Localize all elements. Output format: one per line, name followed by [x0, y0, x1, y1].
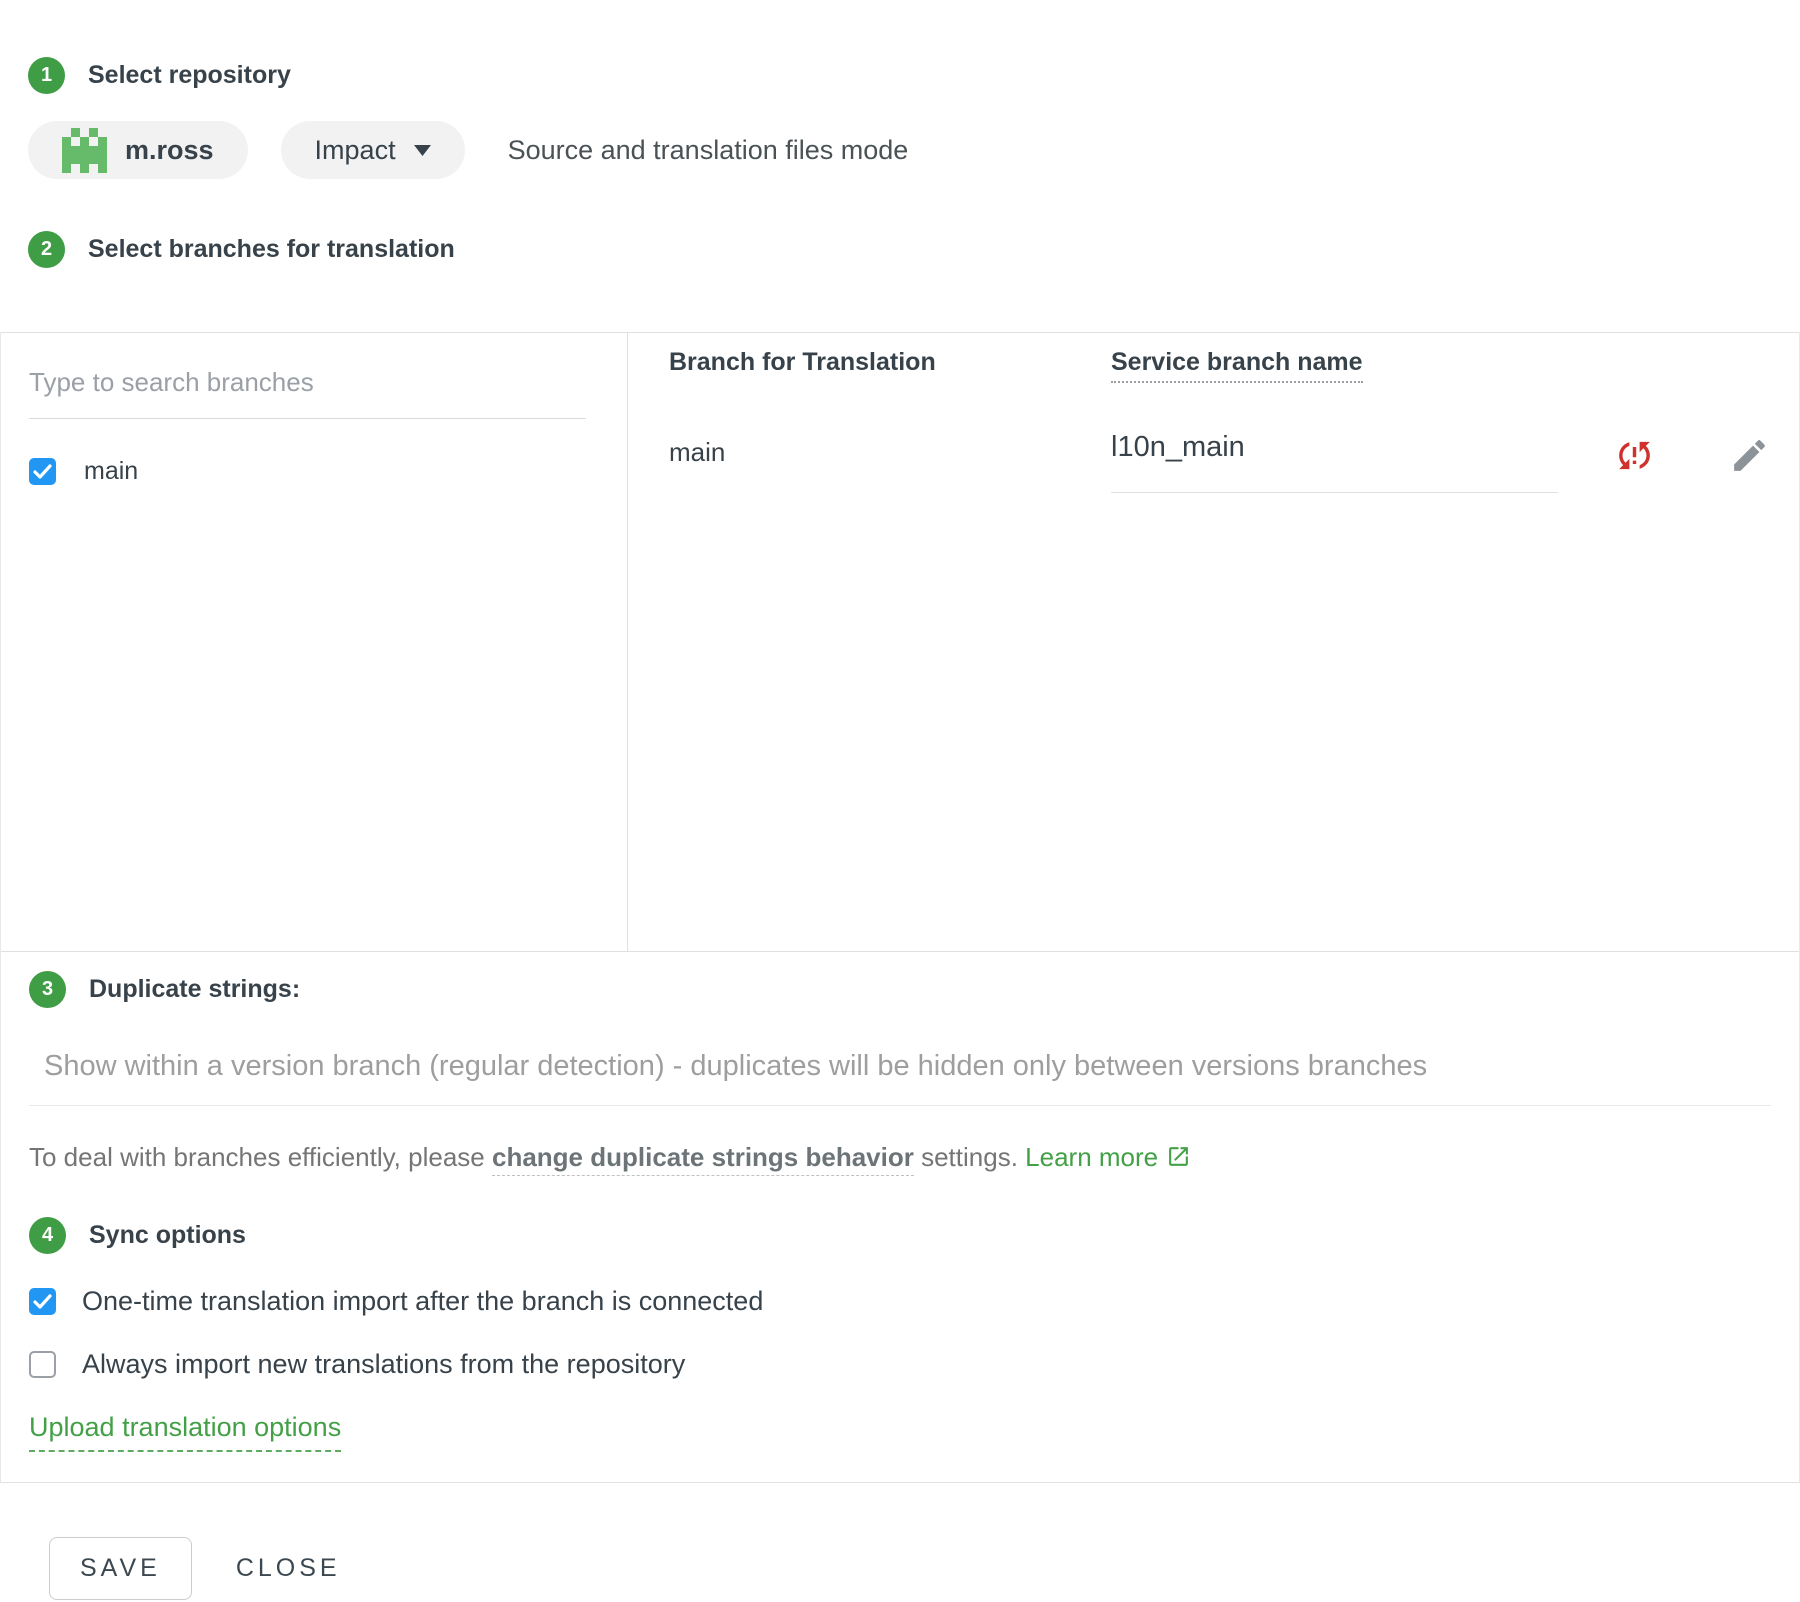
- upload-translation-options-link[interactable]: Upload translation options: [29, 1412, 341, 1452]
- always-import-label: Always import new translations from the repository: [82, 1349, 686, 1379]
- section-duplicate-strings: [1, 952, 1799, 1173]
- row-actions: [1614, 429, 1770, 476]
- branch-table-header: [669, 348, 1799, 383]
- always-import-checkbox: [29, 1351, 56, 1378]
- step-3-heading: [29, 971, 1771, 1008]
- branch-cell: main: [669, 437, 726, 467]
- account-chip[interactable]: [28, 121, 248, 179]
- close-button[interactable]: CLOSE: [226, 1554, 351, 1583]
- column-header-branch: Branch for Translation: [669, 348, 936, 376]
- duplicate-strings-select[interactable]: [29, 1050, 1771, 1106]
- repository-dropdown[interactable]: [281, 121, 465, 179]
- branch-checkbox: [29, 458, 56, 485]
- step-1-heading: [28, 57, 1772, 94]
- step-4-heading: [29, 1217, 1771, 1254]
- helper-text-suffix: settings.: [913, 1142, 1026, 1172]
- column-header-service-branch[interactable]: Service branch name: [1111, 348, 1363, 383]
- repository-row: [28, 121, 1772, 179]
- step-3-title: Duplicate strings:: [89, 975, 301, 1003]
- duplicate-strings-helper: [29, 1142, 1771, 1173]
- learn-more-link[interactable]: [1025, 1142, 1191, 1172]
- section-select-branches: [0, 231, 1800, 268]
- branch-search-input[interactable]: [29, 353, 586, 419]
- section-select-repository: [0, 0, 1800, 179]
- duplicate-strings-selected-option: Show within a version branch (regular detection) - duplicates will be hidden only between versions branches: [44, 1050, 1428, 1082]
- step-4-badge: 4: [29, 1217, 66, 1254]
- branch-name-label: main: [84, 457, 139, 485]
- external-link-icon: [1166, 1144, 1191, 1169]
- repository-name: Impact: [314, 134, 396, 165]
- branch-list-item-main[interactable]: [29, 457, 586, 486]
- step-2-badge: 2: [28, 231, 65, 268]
- learn-more-label: Learn more: [1025, 1142, 1159, 1172]
- sync-problem-icon: [1614, 435, 1655, 476]
- one-time-import-option[interactable]: [29, 1286, 1771, 1317]
- edit-icon[interactable]: [1729, 435, 1770, 476]
- save-button[interactable]: SAVE: [49, 1537, 192, 1600]
- repo-avatar-icon: [62, 128, 107, 173]
- service-branch-input[interactable]: [1111, 429, 1558, 493]
- account-name: m.ross: [125, 134, 214, 165]
- branch-mapping-pane: [628, 333, 1799, 951]
- helper-text-prefix: To deal with branches efficiently, please: [29, 1142, 492, 1172]
- step-2-heading: [28, 231, 1772, 268]
- step-1-title: Select repository: [88, 61, 291, 89]
- branch-selection-panels: [1, 332, 1799, 952]
- files-mode-label: Source and translation files mode: [507, 134, 909, 165]
- branch-search-pane: [1, 333, 628, 951]
- one-time-import-checkbox: [29, 1288, 56, 1315]
- branch-mapping-row: [669, 429, 1799, 493]
- section-sync-options: [1, 1173, 1799, 1482]
- step-3-badge: 3: [29, 971, 66, 1008]
- step-4-title: Sync options: [89, 1221, 246, 1249]
- always-import-option[interactable]: [29, 1349, 1771, 1380]
- branches-and-options-container: [0, 332, 1800, 1483]
- step-2-title: Select branches for translation: [88, 235, 455, 263]
- duplicate-behavior-tooltip-link[interactable]: change duplicate strings behavior: [492, 1142, 914, 1176]
- step-1-badge: 1: [28, 57, 65, 94]
- one-time-import-label: One-time translation import after the branch is connected: [82, 1286, 764, 1316]
- chevron-down-icon: [414, 145, 431, 156]
- dialog-footer: [0, 1483, 1800, 1600]
